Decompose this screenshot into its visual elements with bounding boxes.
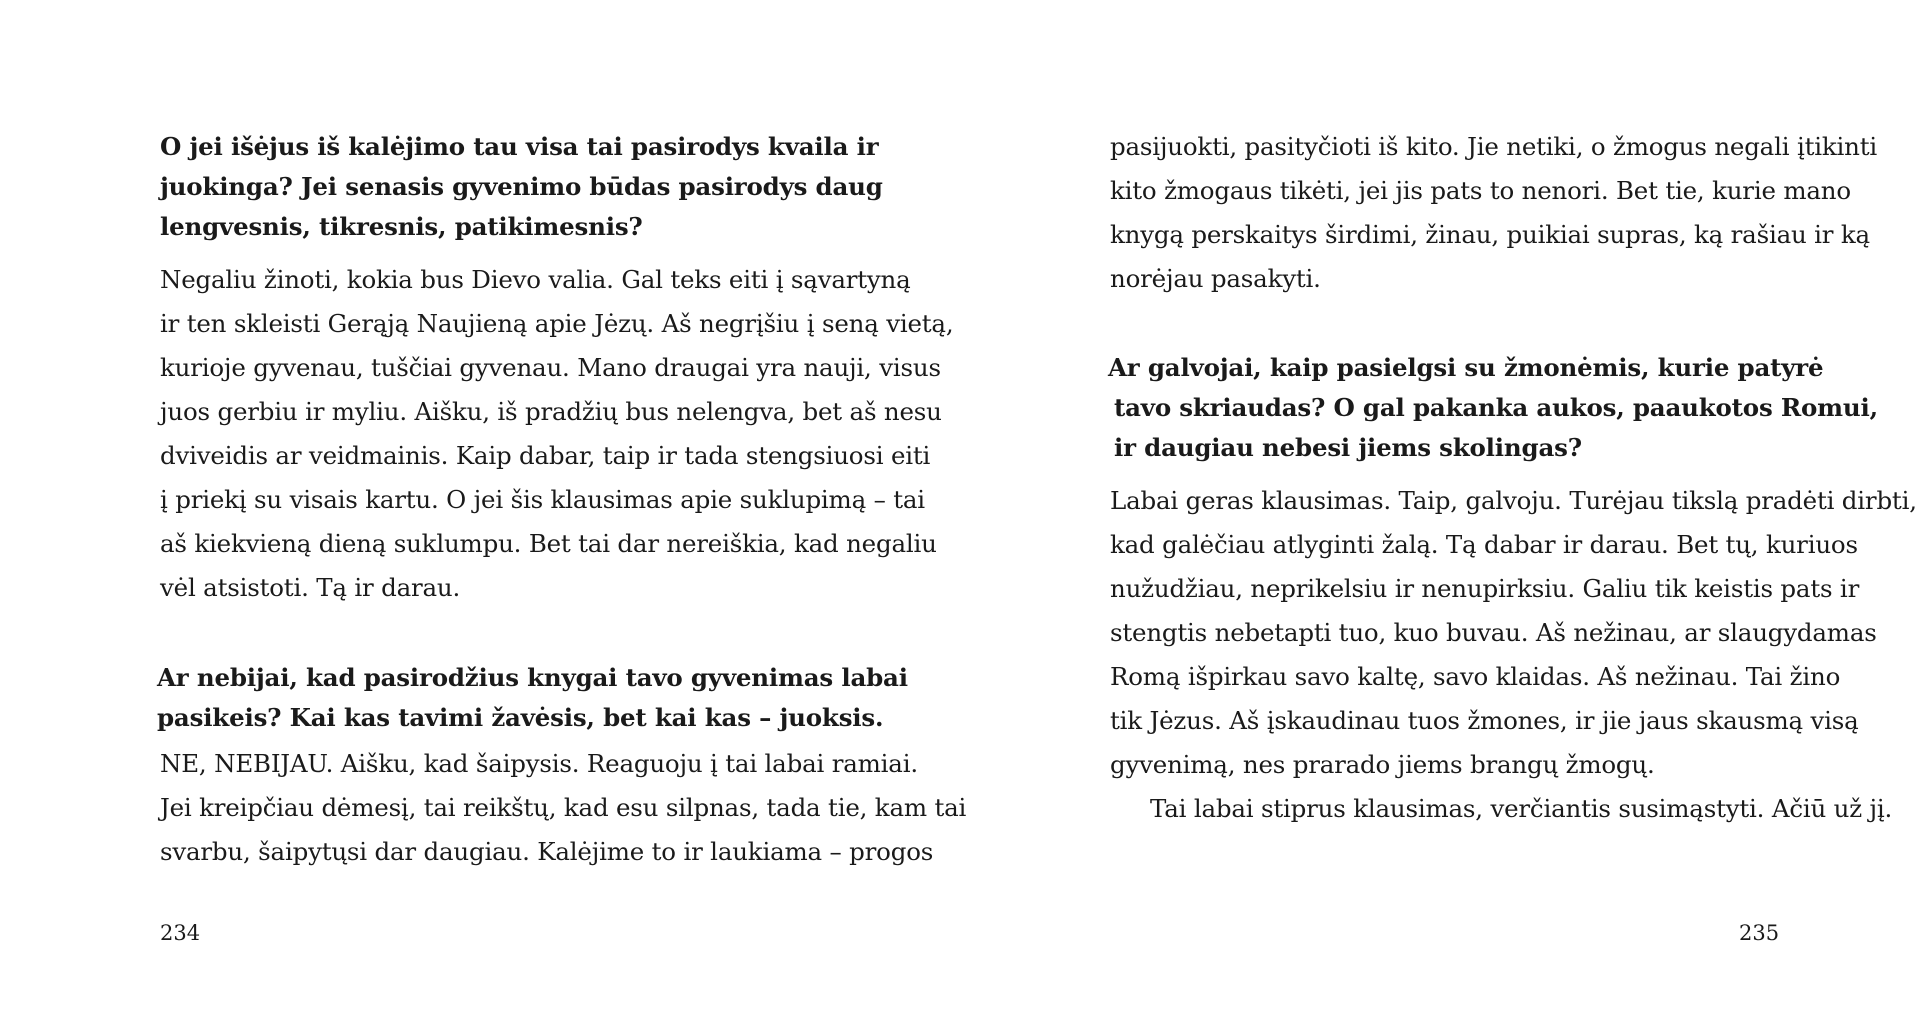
question-1-line: juokinga? Jei senasis gyvenimo būdas pasirodys daug — [160, 172, 883, 201]
question-3-line: tavo skriaudas? O gal pakanka aukos, paaukotos Romui, — [1114, 393, 1878, 422]
question-2-line: Ar nebijai, kad pasirodžius knygai tavo gyvenimas labai — [157, 663, 908, 692]
question-1-line: lengvesnis, tikresnis, patikimesnis? — [160, 212, 643, 241]
answer-3-line: nužudžiau, neprikelsiu ir nenupirksiu. Galiu tik keistis pats ir — [1110, 574, 1860, 603]
answer-1-line: juos gerbiu ir myliu. Aišku, iš pradžių bus nelengva, bet aš nesu — [160, 397, 942, 426]
answer-continuation — [1110, 125, 1877, 301]
question-1-line: O jei išėjus iš kalėjimo tau visa tai pasirodys kvaila ir — [160, 132, 879, 161]
question-2-line: pasikeis? Kai kas tavimi žavėsis, bet kai kas – juoksis. — [157, 703, 884, 732]
question-1 — [160, 127, 883, 247]
left-page — [157, 0, 967, 1029]
answer-3 — [1110, 479, 1917, 831]
answer-2-line: NE, NEBIJAU. Aišku, kad šaipysis. Reaguoju į tai labai ramiai. — [160, 749, 918, 778]
answer-3-line: gyvenimą, nes prarado jiems brangų žmogų. — [1110, 750, 1655, 779]
answer-continuation-line: kito žmogaus tikėti, jei jis pats to nenori. Bet tie, kurie mano — [1110, 176, 1851, 205]
question-3-line: Ar galvojai, kaip pasielgsi su žmonėmis, kurie patyrė — [1108, 353, 1824, 382]
answer-2-line: svarbu, šaipytųsi dar daugiau. Kalėjime to ir laukiama – progos — [160, 837, 934, 866]
question-3 — [1108, 348, 1878, 468]
page-number-left: 234 — [160, 921, 201, 945]
answer-3-line: tik Jėzus. Aš įskaudinau tuos žmones, ir jie jaus skausmą visą — [1110, 706, 1859, 735]
answer-1-line: Negaliu žinoti, kokia bus Dievo valia. Gal teks eiti į sąvartyną — [160, 265, 911, 294]
page-number-right: 235 — [1739, 921, 1780, 945]
answer-3-final-line: Tai labai stiprus klausimas, verčiantis susimąstyti. Ačiū už jį. — [1150, 794, 1893, 823]
right-page — [1108, 0, 1917, 1029]
answer-3-line: Romą išpirkau savo kaltę, savo klaidas. Aš nežinau. Tai žino — [1110, 662, 1841, 691]
answer-1-line: vėl atsistoti. Tą ir darau. — [160, 573, 461, 602]
answer-1-line: į priekį su visais kartu. O jei šis klausimas apie suklupimą – tai — [160, 485, 925, 514]
answer-3-line: stengtis nebetapti tuo, kuo buvau. Aš nežinau, ar slaugydamas — [1110, 618, 1877, 647]
question-2 — [157, 658, 908, 738]
answer-continuation-line: knygą perskaitys širdimi, žinau, puikiai supras, ką rašiau ir ką — [1110, 220, 1870, 249]
answer-continuation-line: norėjau pasakyti. — [1110, 264, 1321, 293]
question-3-line: ir daugiau nebesi jiems skolingas? — [1114, 433, 1582, 462]
answer-2-line: Jei kreipčiau dėmesį, tai reikštų, kad esu silpnas, tada tie, kam tai — [160, 793, 967, 822]
answer-1-line: kurioje gyvenau, tuščiai gyvenau. Mano draugai yra nauji, visus — [160, 353, 941, 382]
answer-3-line: kad galėčiau atlyginti žalą. Tą dabar ir darau. Bet tų, kuriuos — [1110, 530, 1858, 559]
answer-1-line: dviveidis ar veidmainis. Kaip dabar, taip ir tada stengsiuosi eiti — [160, 441, 931, 470]
answer-1-line: ir ten skleisti Gerąją Naujieną apie Jėzų. Aš negrįšiu į seną vietą, — [160, 309, 954, 338]
answer-1 — [160, 258, 953, 610]
answer-continuation-line: pasijuokti, pasityčioti iš kito. Jie netiki, o žmogus negali įtikinti — [1110, 132, 1878, 161]
answer-2 — [160, 742, 966, 874]
answer-3-line: Labai geras klausimas. Taip, galvoju. Turėjau tikslą pradėti dirbti, — [1110, 486, 1917, 515]
answer-1-line: aš kiekvieną dieną suklumpu. Bet tai dar nereiškia, kad negaliu — [160, 529, 937, 558]
